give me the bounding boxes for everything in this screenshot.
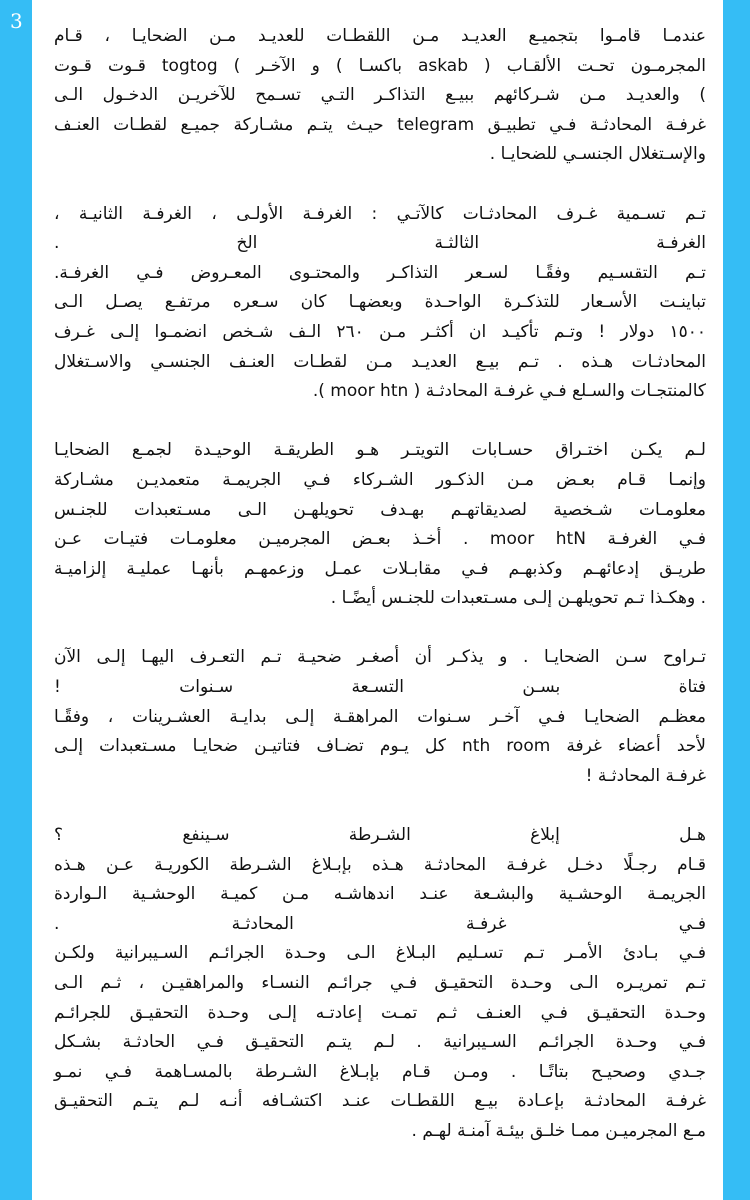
- left-accent-bar: [0, 0, 32, 1200]
- article-body: [54, 22, 706, 1147]
- text-line: المجرمـون تحـت الألقـاب ( askab باكسـا ) و الآخـر ) togtog قـوت قـوت: [54, 55, 707, 76]
- right-accent-bar: [723, 0, 750, 1200]
- text-line: طريـق إدعائهـم وكذبهـم فـي مقابـلات عمـل وزعمهـم بأنهـا عمليـة إلزاميـة: [54, 558, 706, 579]
- text-line: عندمـا قامـوا بتجميـع العديـد مـن اللقطـات للعديـد مـن الضحايـا ، قـام: [54, 26, 706, 46]
- text-line: وحـدة التحقيـق فـي العنـف ثـم تمـت إعادتـه إلـى وحـدة التحقيـق للجرائـم: [54, 1002, 706, 1023]
- text-line: الغرفـة الثالثـة الخ .: [54, 233, 706, 254]
- text-line: لـم يكـن اختـراق حسـابات التويتـر هـو الطريقـة الوحيـدة لجمـع الضحايـا: [54, 440, 706, 461]
- text-line: هـل إبلاغ الشـرطة سـينفع ؟: [54, 825, 706, 846]
- text-line: فـي الغرفـة moor htN . أخـذ بعـض المجرميـن معلومـات فتيـات عـن: [54, 529, 706, 550]
- text-line: تـم التقسـيم وفقًـا لسـعر التذاكـر والمحتـوى المعـروض فـي الغرفـة.: [54, 262, 706, 283]
- text-line: معلومـات شـخصية لصديقاتهـم بهـدف تحويلهـن الـى مسـتعبدات للجنـس: [54, 499, 706, 520]
- text-line: الجريمـة الوحشـية والبشـعة عنـد اندهاشـه مـن كميـة الوحشـية الـواردة: [54, 884, 706, 905]
- text-line: . وهكـذا تـم تحويلهـن إلـى مسـتعبدات للجنـس أيضًـا .: [330, 588, 706, 609]
- paragraph: [54, 643, 706, 791]
- text-line: ) والعديـد مـن شـركائهم ببيـع التذاكـر التـي تسـمح للآخريـن الدخـول الـى: [54, 85, 706, 106]
- text-line: المحادثـات هـذه . تـم بيـع العديـد مـن لقطـات العنـف الجنسـي والاسـتغلال: [54, 351, 706, 372]
- text-line: تـم تسـمية غـرف المحادثـات كالآتـي : الغرفـة الأولـى ، الغرفـة الثانيـة ،: [54, 203, 706, 224]
- paragraph: [54, 22, 706, 170]
- text-line: فتاة بسـن التسـعة سـنوات !: [54, 677, 706, 698]
- text-line: والإسـتغلال الجنسـي للضحايـا .: [489, 144, 706, 165]
- paragraph: [54, 436, 706, 614]
- paragraph: [54, 200, 706, 407]
- text-line: تباينـت الأسـعار للتذكـرة الواحـدة وبعضهـا كان سـعره مرتفـع يصـل الـى: [54, 292, 706, 313]
- text-line: ١٥٠٠ دولار ! وتـم تأكيـد ان أكثـر مـن ٢٦٠ الـف شـخص انضمـوا إلـى غـرف: [54, 321, 706, 342]
- paragraph: [54, 821, 706, 1147]
- text-line: تـراوح سـن الضحايـا . و يذكـر أن أصغـر ضحيـة تـم التعـرف اليهـا إلـى الآن: [54, 647, 706, 668]
- text-line: فـي بـادئ الأمـر تـم تسـليم البـلاغ الـى وحـدة الجرائـم السـيبرانية ولكـن: [54, 943, 706, 964]
- text-line: فـي وحـدة الجرائـم السـيبرانية . لـم يتـم التحقيـق فـي الحادثـة بشـكل: [54, 1032, 706, 1053]
- text-line: غرفـة المحادثـة بإعـادة بيـع اللقطـات عنـد اكتشـافه أنـه لـم يتـم التحقيـق: [54, 1091, 706, 1112]
- text-line: فـي غرفـة المحادثـة .: [54, 913, 706, 934]
- page-number: 3: [10, 9, 23, 33]
- text-line: كالمنتجـات والسـلع فـي غرفـة المحادثـة ( moor htn ).: [312, 381, 706, 402]
- text-line: وإنمـا قـام بعـض مـن الذكـور الشـركاء فـي الجريمـة متعمديـن مشـاركة: [54, 469, 706, 490]
- text-line: معظـم الضحايـا فـي آخـر سـنوات المراهقـة إلـى بدايـة العشـرينات ، وفقًـا: [54, 706, 706, 727]
- text-line: قـام رجـلًا دخـل غرفـة المحادثـة هـذه بإبـلاغ الشـرطة الكوريـة عـن هـذه: [54, 854, 706, 875]
- text-line: لأحد أعضاء غرفة nth room كل يـوم تضـاف فتاتيـن ضحايـا مسـتعبدات إلـى: [54, 736, 706, 757]
- text-line: مـع المجرميـن ممـا خلـق بيئـة آمنـة لهـم .: [411, 1120, 706, 1141]
- text-line: غرفـة المحادثـة !: [585, 765, 706, 786]
- text-line: تـم تمريـره الـى وحـدة التحقيـق فـي جرائـم النسـاء والمراهقيـن ، ثـم الـى: [54, 973, 706, 993]
- text-line: غرفـة المحادثـة فـي تطبيـق telegram حيـث يتـم مشـاركة جميـع لقطـات العنـف: [54, 114, 707, 135]
- text-line: جـدي وصحيـح بتاتًـا . ومـن قـام بإبـلاغ الشـرطة بالمسـاهمة فـي نمـو: [54, 1061, 706, 1082]
